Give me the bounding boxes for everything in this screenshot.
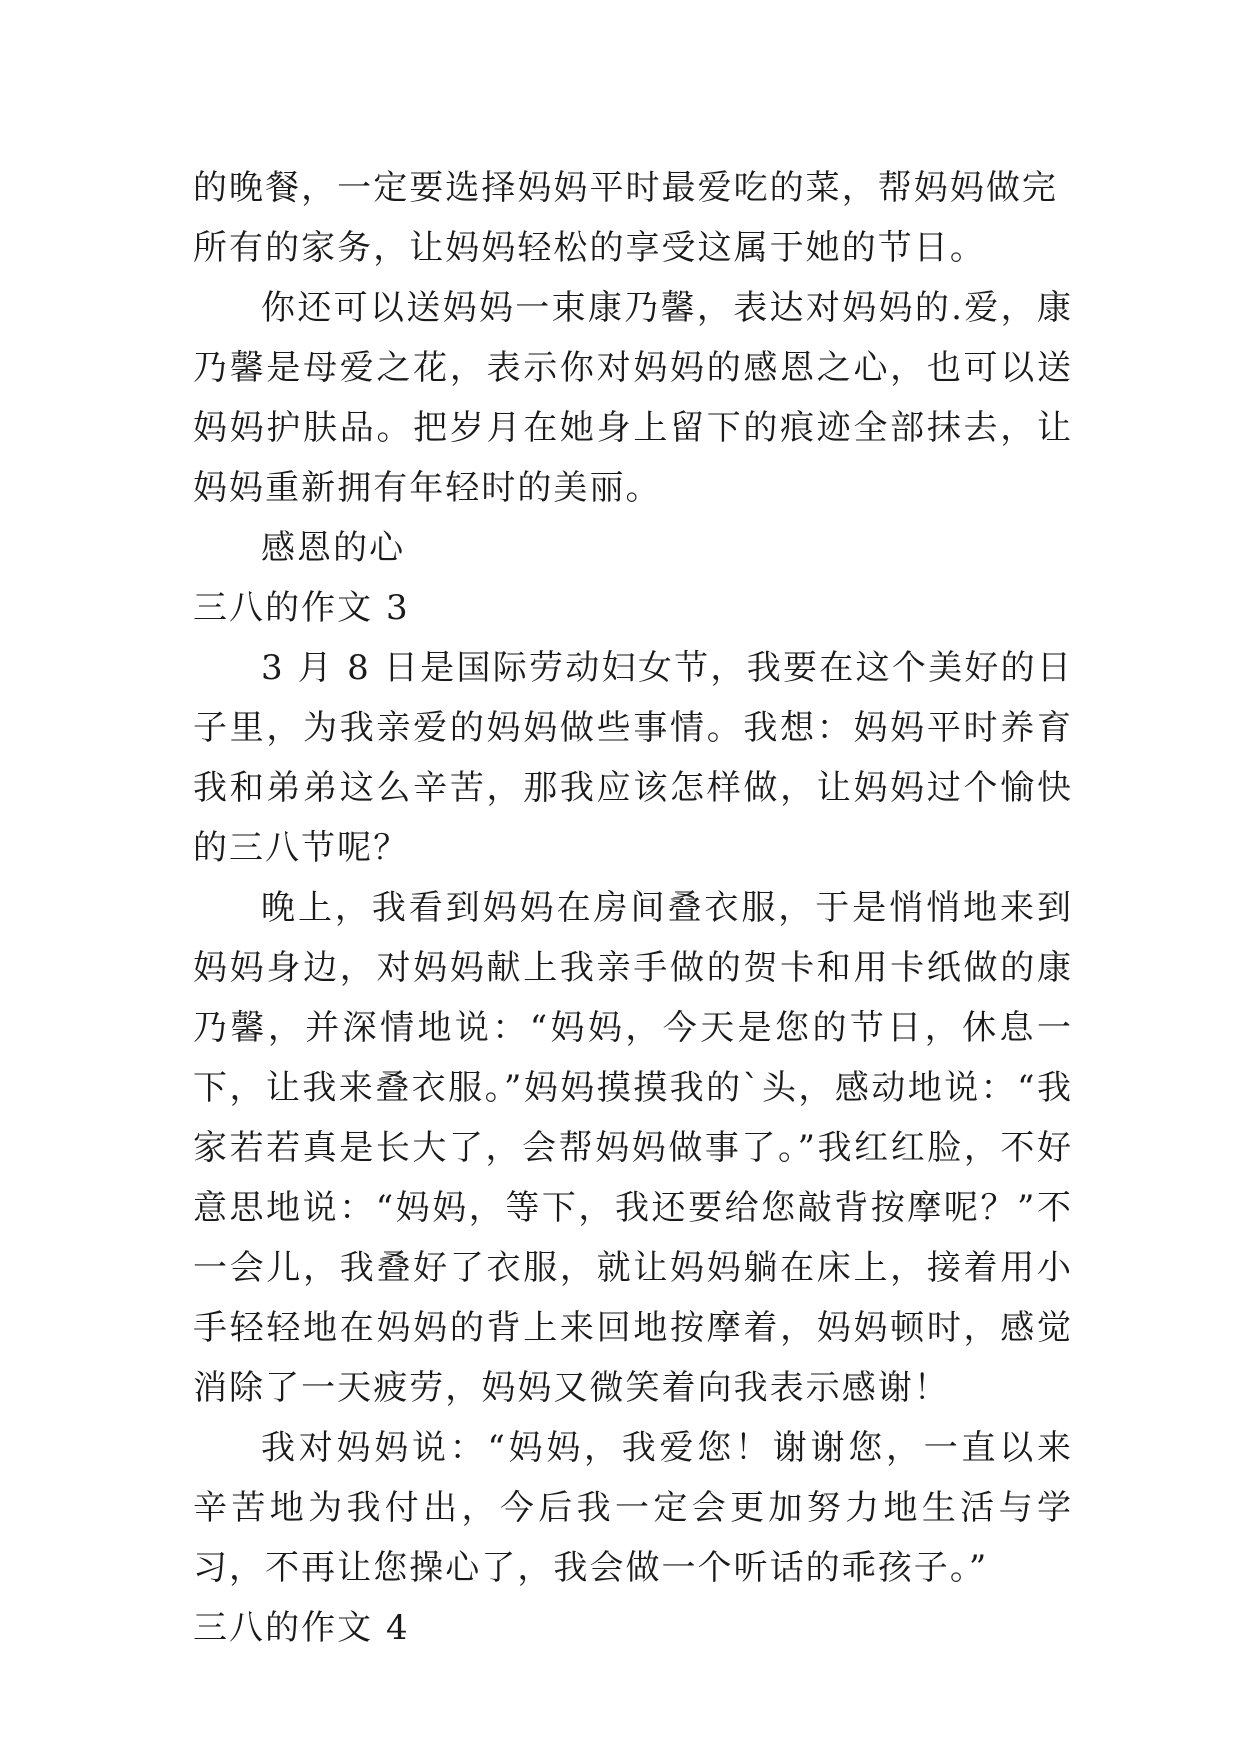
paragraph: 你还可以送妈妈一束康乃馨，表达对妈妈的.爱，康乃馨是母爱之花，表示你对妈妈的感恩之心，也可以送妈妈护肤品。把岁月在她身上留下的痕迹全部抹去，让妈妈重新拥有年轻时的美丽。 [193,288,1073,508]
section-heading: 三八的作文 3 [193,588,410,628]
paragraph: 感恩的心 [261,528,406,568]
paragraph: 晚上，我看到妈妈在房间叠衣服，于是悄悄地来到妈妈身边，对妈妈献上我亲手做的贺卡和用卡纸做的康乃馨，并深情地说：“妈妈，今天是您的节日，休息一下，让我来叠衣服。”妈妈摸摸我的`头，感动地说：“我家若若真是长大了，会帮妈妈做事了。”我红红脸，不好意思地说：“妈妈，等下，我还要给您敲背按摩呢？”不一会儿，我叠好了衣服，就让妈妈躺在床上，接着用小手轻轻地在妈妈的背上来回地按摩着，妈妈顿时，感觉消除了一天疲劳，妈妈又微笑着向我表示感谢！ [193,888,1073,1408]
section-heading: 三八的作文 4 [193,1608,410,1648]
paragraph-continued: 的晚餐，一定要选择妈妈平时最爱吃的菜，帮妈妈做完所有的家务，让妈妈轻松的享受这属于她的节日。 [193,168,1058,268]
paragraph: 我对妈妈说：“妈妈，我爱您！谢谢您，一直以来辛苦地为我付出，今后我一定会更加努力地生活与学习，不再让您操心了，我会做一个听话的乖孩子。” [193,1428,1073,1588]
document-body [193,158,1073,1658]
paragraph: 3 月 8 日是国际劳动妇女节，我要在这个美好的日子里，为我亲爱的妈妈做些事情。我想：妈妈平时养育我和弟弟这么辛苦，那我应该怎样做，让妈妈过个愉快的三八节呢？ [193,648,1073,868]
